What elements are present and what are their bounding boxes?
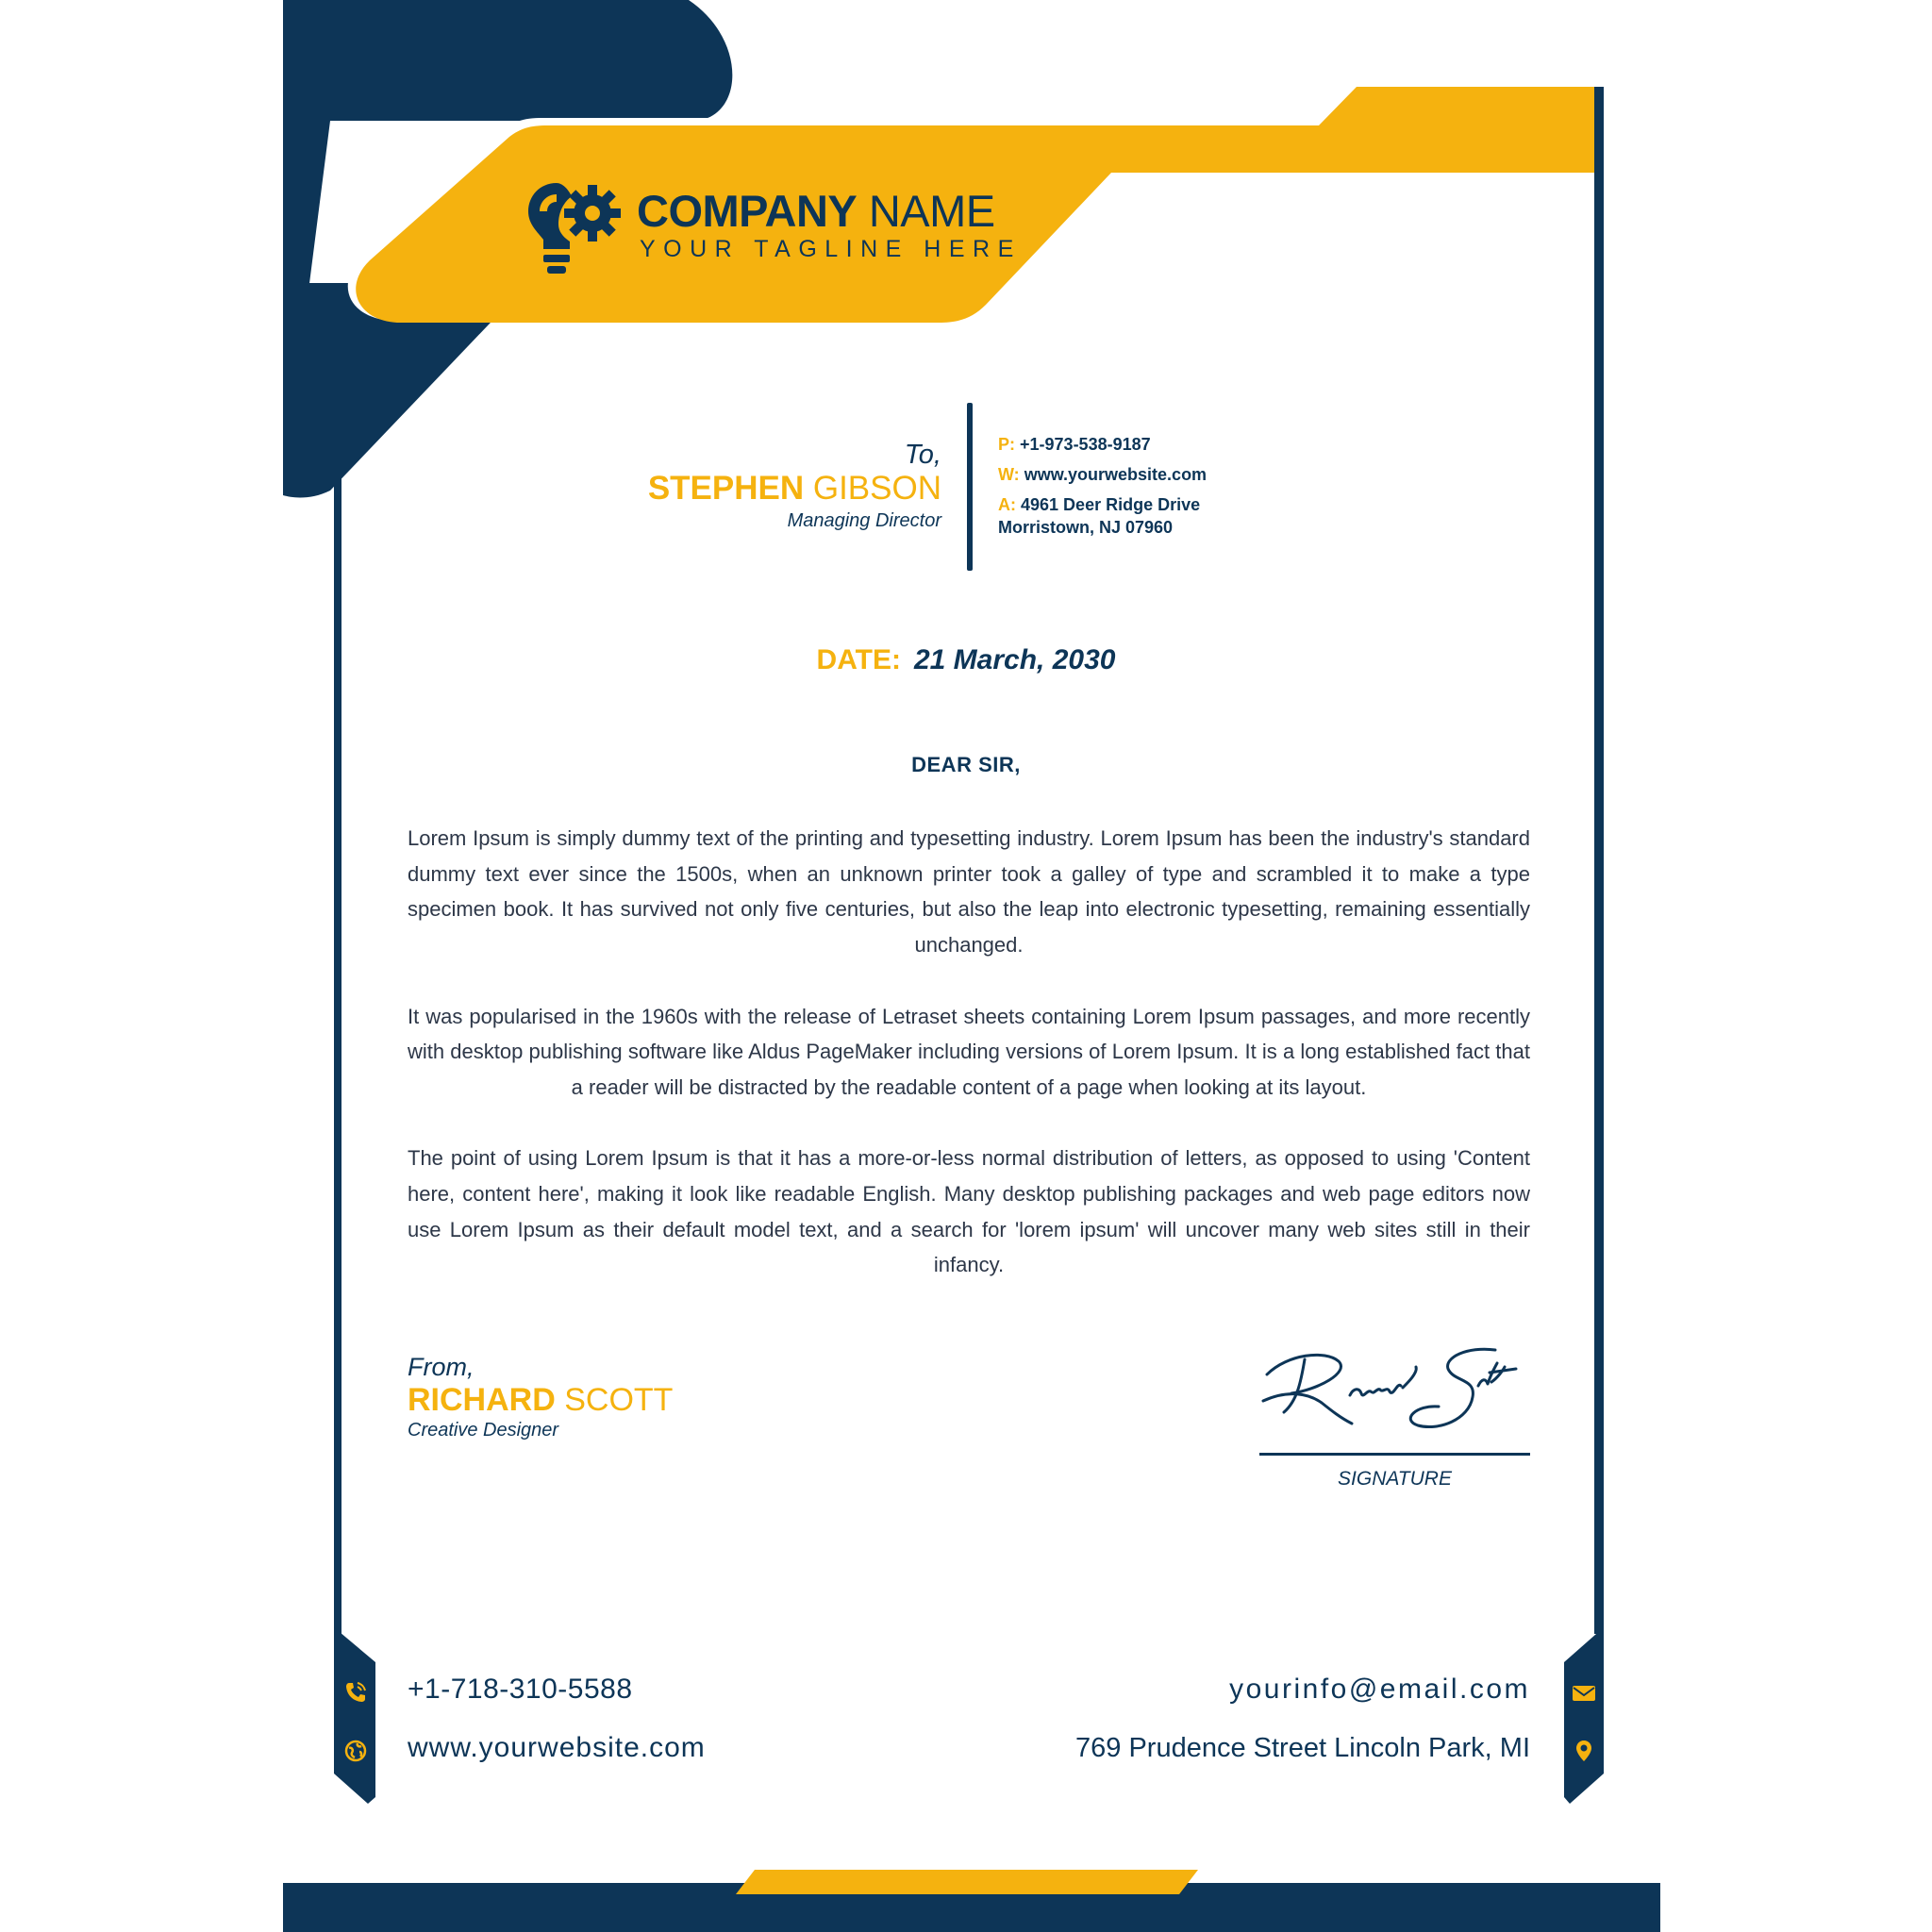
- envelope-icon: [1572, 1681, 1596, 1706]
- right-footer-tab: [1564, 1627, 1604, 1804]
- sender-title: Creative Designer: [408, 1420, 559, 1441]
- company-name-bold: COMPANY: [637, 186, 858, 236]
- recipient-last-name: GIBSON: [812, 470, 941, 507]
- contact-phone: +1-973-538-9187: [1020, 435, 1151, 454]
- company-name-light: NAME: [868, 186, 995, 236]
- body-paragraph: The point of using Lorem Ipsum is that it has a more-or-less normal distribution of letters, as opposed to using 'Content here, content here', making it look like readable English. Many desktop publishing packages and web page editors now use Lorem Ipsum as their default model text, and a search for 'lorem ipsum' will uncover many web sites still in their infancy.: [408, 1146, 1530, 1277]
- handwritten-signature: [1259, 1344, 1533, 1439]
- contact-address-line2: Morristown, NJ 07960: [998, 518, 1174, 537]
- recipient-name: [648, 470, 941, 508]
- body-paragraph: It was popularised in the 1960s with the release of Letraset sheets containing Lorem Ipsum passages, and more recently with desktop publishing software like Aldus PageMaker including versions of Lorem Ipsum. It is a long established fact that a reader will be distracted by the readable content of a page when looking at its layout.: [408, 1004, 1530, 1099]
- lightbulb-gear-icon: [526, 179, 628, 283]
- footer-address: 769 Prudence Street Lincoln Park, MI: [1075, 1733, 1530, 1763]
- contact-phone-row: [998, 433, 1207, 456]
- contact-web: www.yourwebsite.com: [1024, 465, 1208, 484]
- company-name: [637, 185, 995, 237]
- header-divider: [967, 403, 973, 571]
- left-footer-tab: [334, 1627, 375, 1804]
- sender-name: [408, 1381, 673, 1419]
- salutation: DEAR SIR,: [911, 753, 1021, 776]
- date-value: 21 March, 2030: [913, 644, 1116, 675]
- signature-line: [1259, 1453, 1530, 1456]
- letter-date: [0, 644, 1932, 676]
- footer-website: www.yourwebsite.com: [408, 1732, 706, 1763]
- globe-icon: [343, 1739, 368, 1763]
- recipient-block: [648, 440, 941, 532]
- recipient-title: Managing Director: [787, 510, 941, 531]
- signature-label: SIGNATURE: [1338, 1468, 1452, 1490]
- contact-web-row: [998, 463, 1207, 486]
- body-paragraph: Lorem Ipsum is simply dummy text of the printing and typesetting industry. Lorem Ipsum has been the industry's standard dummy text ever since the 1500s, when an unknown printer took a galley of type and scrambled it to make a type specimen book. It has survived not only five centuries, but also the leap into electronic typesetting, remaining essentially unchanged.: [408, 826, 1530, 958]
- contact-phone-key: P:: [998, 435, 1015, 454]
- date-label: DATE:: [816, 644, 901, 675]
- contact-address-line1: 4961 Deer Ridge Drive: [1021, 495, 1201, 514]
- footer-phone: +1-718-310-5588: [408, 1674, 633, 1705]
- sender-first-name: RICHARD: [408, 1382, 556, 1418]
- sender-block: [408, 1353, 673, 1441]
- sender-last-name: SCOTT: [564, 1382, 674, 1418]
- footer-email: yourinfo@email.com: [1229, 1674, 1530, 1705]
- recipient-first-name: STEPHEN: [647, 470, 805, 507]
- left-border-line: [334, 443, 341, 1641]
- letter-body: [408, 821, 1530, 1319]
- sender-label: From,: [408, 1353, 475, 1381]
- phone-icon: [343, 1680, 368, 1705]
- company-tagline: YOUR TAGLINE HERE: [640, 236, 1022, 262]
- bottom-yellow-accent: [736, 1870, 1198, 1894]
- right-border-line: [1594, 87, 1604, 1634]
- recipient-label: To,: [904, 440, 941, 470]
- contact-address-row: [998, 493, 1207, 516]
- map-pin-icon: [1572, 1739, 1596, 1763]
- contact-address-key: A:: [998, 495, 1016, 514]
- contact-web-key: W:: [998, 465, 1020, 484]
- contact-details: [998, 433, 1207, 539]
